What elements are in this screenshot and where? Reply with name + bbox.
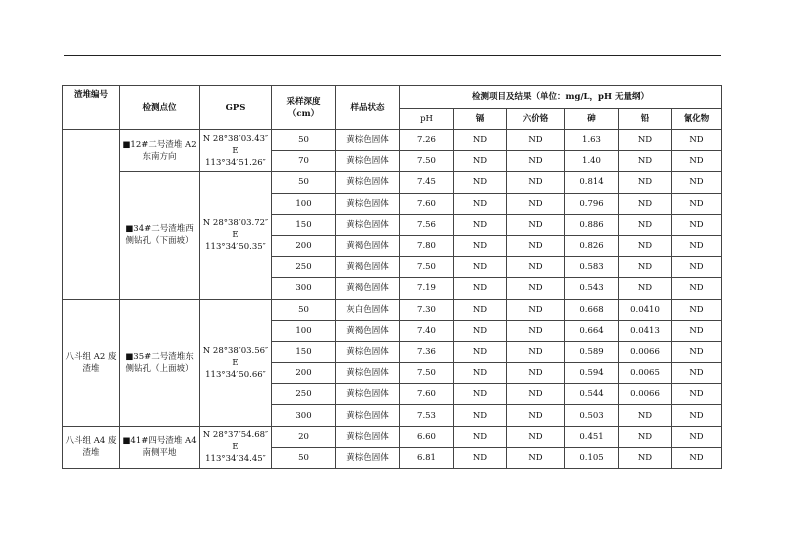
cell-pb: ND xyxy=(619,235,672,256)
cell-as: 0.503 xyxy=(565,405,619,426)
cell-cr6: ND xyxy=(507,257,565,278)
cell-state: 灰白色固体 xyxy=(336,299,400,320)
cell-depth: 100 xyxy=(272,320,336,341)
cell-cn: ND xyxy=(672,426,722,447)
table-row xyxy=(63,172,722,193)
cell-depth: 50 xyxy=(272,130,336,151)
gps-latitude: N 28°38′03.56″ xyxy=(202,345,269,356)
cell-pb: 0.0410 xyxy=(619,299,672,320)
cell-pb: 0.0065 xyxy=(619,363,672,384)
cell-cn: ND xyxy=(672,405,722,426)
cell-cd: ND xyxy=(454,151,507,172)
cell-state: 黄棕色固体 xyxy=(336,341,400,362)
cell-depth: 200 xyxy=(272,363,336,384)
cell-depth: 250 xyxy=(272,257,336,278)
cell-cd: ND xyxy=(454,235,507,256)
cell-cr6: ND xyxy=(507,193,565,214)
cell-as: 0.814 xyxy=(565,172,619,193)
cell-cr6: ND xyxy=(507,172,565,193)
cell-pb: 0.0066 xyxy=(619,384,672,405)
cell-depth: 150 xyxy=(272,341,336,362)
cell-ph: 7.30 xyxy=(400,299,454,320)
cell-sample-point: ■41#四号渣堆 A4 南侧平地 xyxy=(120,426,200,468)
cell-cn: ND xyxy=(672,193,722,214)
cell-cd: ND xyxy=(454,257,507,278)
cell-ph: 7.60 xyxy=(400,193,454,214)
cell-cr6: ND xyxy=(507,384,565,405)
cell-pb: ND xyxy=(619,130,672,151)
cell-ph: 6.81 xyxy=(400,447,454,468)
header-param-pb: 铅 xyxy=(619,109,672,130)
cell-cr6: ND xyxy=(507,130,565,151)
cell-cr6: ND xyxy=(507,151,565,172)
gps-latitude: N 28°38′03.72″ xyxy=(202,218,269,229)
cell-as: 0.826 xyxy=(565,235,619,256)
header-state: 样品状态 xyxy=(336,86,400,130)
cell-cn: ND xyxy=(672,172,722,193)
cell-cd: ND xyxy=(454,341,507,362)
cell-as: 0.796 xyxy=(565,193,619,214)
test-results-table xyxy=(62,85,722,469)
cell-as: 0.105 xyxy=(565,447,619,468)
cell-depth: 50 xyxy=(272,447,336,468)
cell-gps xyxy=(200,130,272,172)
cell-depth: 50 xyxy=(272,172,336,193)
cell-ph: 7.50 xyxy=(400,363,454,384)
cell-depth: 50 xyxy=(272,299,336,320)
cell-cr6: ND xyxy=(507,235,565,256)
cell-pb: ND xyxy=(619,426,672,447)
cell-cr6: ND xyxy=(507,405,565,426)
cell-cr6: ND xyxy=(507,278,565,299)
cell-state: 黄棕色固体 xyxy=(336,130,400,151)
table-row xyxy=(63,130,722,151)
cell-ph: 7.53 xyxy=(400,405,454,426)
cell-sample-point: ■34#二号渣堆西侧钻孔（下面坡） xyxy=(120,172,200,299)
cell-ph: 7.56 xyxy=(400,214,454,235)
cell-gps xyxy=(200,172,272,299)
header-site-code: 渣堆编号 xyxy=(63,86,120,130)
cell-cr6: ND xyxy=(507,214,565,235)
gps-longitude: E 113°34′50.35″ xyxy=(205,230,266,253)
cell-depth: 250 xyxy=(272,384,336,405)
cell-pb: ND xyxy=(619,214,672,235)
header-param-cn: 氰化物 xyxy=(672,109,722,130)
gps-latitude: N 28°37′54.68″ xyxy=(202,430,269,441)
cell-cr6: ND xyxy=(507,341,565,362)
cell-ph: 7.26 xyxy=(400,130,454,151)
cell-sample-point: ■12#二号渣堆 A2 东南方向 xyxy=(120,130,200,172)
table-row xyxy=(63,299,722,320)
cell-depth: 100 xyxy=(272,193,336,214)
cell-ph: 7.60 xyxy=(400,384,454,405)
cell-cn: ND xyxy=(672,130,722,151)
cell-cd: ND xyxy=(454,278,507,299)
cell-state: 黄棕色固体 xyxy=(336,172,400,193)
cell-gps xyxy=(200,426,272,468)
gps-longitude: E 113°34′50.66″ xyxy=(205,357,266,380)
cell-depth: 150 xyxy=(272,214,336,235)
cell-cr6: ND xyxy=(507,299,565,320)
cell-as: 0.451 xyxy=(565,426,619,447)
page-top-rule xyxy=(64,55,721,56)
header-param-cr6: 六价铬 xyxy=(507,109,565,130)
cell-as: 1.63 xyxy=(565,130,619,151)
cell-cn: ND xyxy=(672,341,722,362)
cell-pb: ND xyxy=(619,405,672,426)
cell-cn: ND xyxy=(672,447,722,468)
cell-state: 黄褐色固体 xyxy=(336,257,400,278)
cell-ph: 7.80 xyxy=(400,235,454,256)
cell-cd: ND xyxy=(454,299,507,320)
header-sample-point: 检测点位 xyxy=(120,86,200,130)
cell-cd: ND xyxy=(454,384,507,405)
cell-sample-point: ■35#二号渣堆东侧钻孔（上面坡） xyxy=(120,299,200,426)
cell-as: 0.886 xyxy=(565,214,619,235)
cell-cn: ND xyxy=(672,299,722,320)
gps-longitude: E 113°34′34.45″ xyxy=(205,442,266,465)
cell-as: 0.668 xyxy=(565,299,619,320)
cell-state: 黄褐色固体 xyxy=(336,278,400,299)
cell-cd: ND xyxy=(454,405,507,426)
cell-state: 黄棕色固体 xyxy=(336,426,400,447)
cell-cd: ND xyxy=(454,172,507,193)
gps-longitude: E 113°34′51.26″ xyxy=(205,145,266,168)
cell-state: 黄棕色固体 xyxy=(336,214,400,235)
cell-state: 黄棕色固体 xyxy=(336,384,400,405)
cell-gps xyxy=(200,299,272,426)
cell-pb: ND xyxy=(619,278,672,299)
header-param-as: 砷 xyxy=(565,109,619,130)
cell-cn: ND xyxy=(672,320,722,341)
header-param-ph: pH xyxy=(400,109,454,130)
cell-cr6: ND xyxy=(507,363,565,384)
cell-depth: 20 xyxy=(272,426,336,447)
cell-cd: ND xyxy=(454,320,507,341)
cell-cn: ND xyxy=(672,214,722,235)
cell-site-code: 八斗组 A2 废渣堆 xyxy=(63,299,120,426)
cell-state: 黄棕色固体 xyxy=(336,405,400,426)
cell-pb: 0.0066 xyxy=(619,341,672,362)
cell-pb: ND xyxy=(619,257,672,278)
cell-state: 黄棕色固体 xyxy=(336,151,400,172)
cell-pb: ND xyxy=(619,151,672,172)
table-body xyxy=(63,86,722,469)
cell-depth: 300 xyxy=(272,278,336,299)
cell-pb: 0.0413 xyxy=(619,320,672,341)
header-row-1 xyxy=(63,86,722,109)
cell-cr6: ND xyxy=(507,447,565,468)
cell-cr6: ND xyxy=(507,426,565,447)
cell-cr6: ND xyxy=(507,320,565,341)
cell-state: 黄棕色固体 xyxy=(336,193,400,214)
cell-ph: 7.50 xyxy=(400,151,454,172)
cell-as: 0.664 xyxy=(565,320,619,341)
gps-latitude: N 28°38′03.43″ xyxy=(202,133,269,144)
cell-cd: ND xyxy=(454,426,507,447)
cell-cn: ND xyxy=(672,235,722,256)
cell-as: 0.594 xyxy=(565,363,619,384)
cell-depth: 200 xyxy=(272,235,336,256)
cell-state: 黄褐色固体 xyxy=(336,320,400,341)
cell-cn: ND xyxy=(672,278,722,299)
cell-cd: ND xyxy=(454,363,507,384)
cell-ph: 6.60 xyxy=(400,426,454,447)
table-row xyxy=(63,426,722,447)
cell-site-code: 八斗组 A4 废渣堆 xyxy=(63,426,120,468)
cell-pb: ND xyxy=(619,193,672,214)
cell-as: 1.40 xyxy=(565,151,619,172)
header-depth: 采样深度（cm） xyxy=(272,86,336,130)
cell-cd: ND xyxy=(454,447,507,468)
cell-ph: 7.40 xyxy=(400,320,454,341)
cell-state: 黄棕色固体 xyxy=(336,363,400,384)
header-gps: GPS xyxy=(200,86,272,130)
cell-ph: 7.50 xyxy=(400,257,454,278)
cell-ph: 7.36 xyxy=(400,341,454,362)
cell-cn: ND xyxy=(672,151,722,172)
header-results: 检测项目及结果（单位：mg/L，pH 无量纲） xyxy=(400,86,722,109)
cell-ph: 7.19 xyxy=(400,278,454,299)
cell-pb: ND xyxy=(619,172,672,193)
cell-ph: 7.45 xyxy=(400,172,454,193)
cell-depth: 70 xyxy=(272,151,336,172)
cell-cn: ND xyxy=(672,363,722,384)
cell-state: 黄棕色固体 xyxy=(336,447,400,468)
header-param-cd: 镉 xyxy=(454,109,507,130)
cell-as: 0.544 xyxy=(565,384,619,405)
cell-cn: ND xyxy=(672,384,722,405)
cell-state: 黄褐色固体 xyxy=(336,235,400,256)
cell-as: 0.543 xyxy=(565,278,619,299)
cell-depth: 300 xyxy=(272,405,336,426)
cell-cd: ND xyxy=(454,193,507,214)
cell-pb: ND xyxy=(619,447,672,468)
cell-cn: ND xyxy=(672,257,722,278)
cell-cd: ND xyxy=(454,214,507,235)
cell-as: 0.583 xyxy=(565,257,619,278)
cell-site-code xyxy=(63,130,120,300)
cell-cd: ND xyxy=(454,130,507,151)
cell-as: 0.589 xyxy=(565,341,619,362)
